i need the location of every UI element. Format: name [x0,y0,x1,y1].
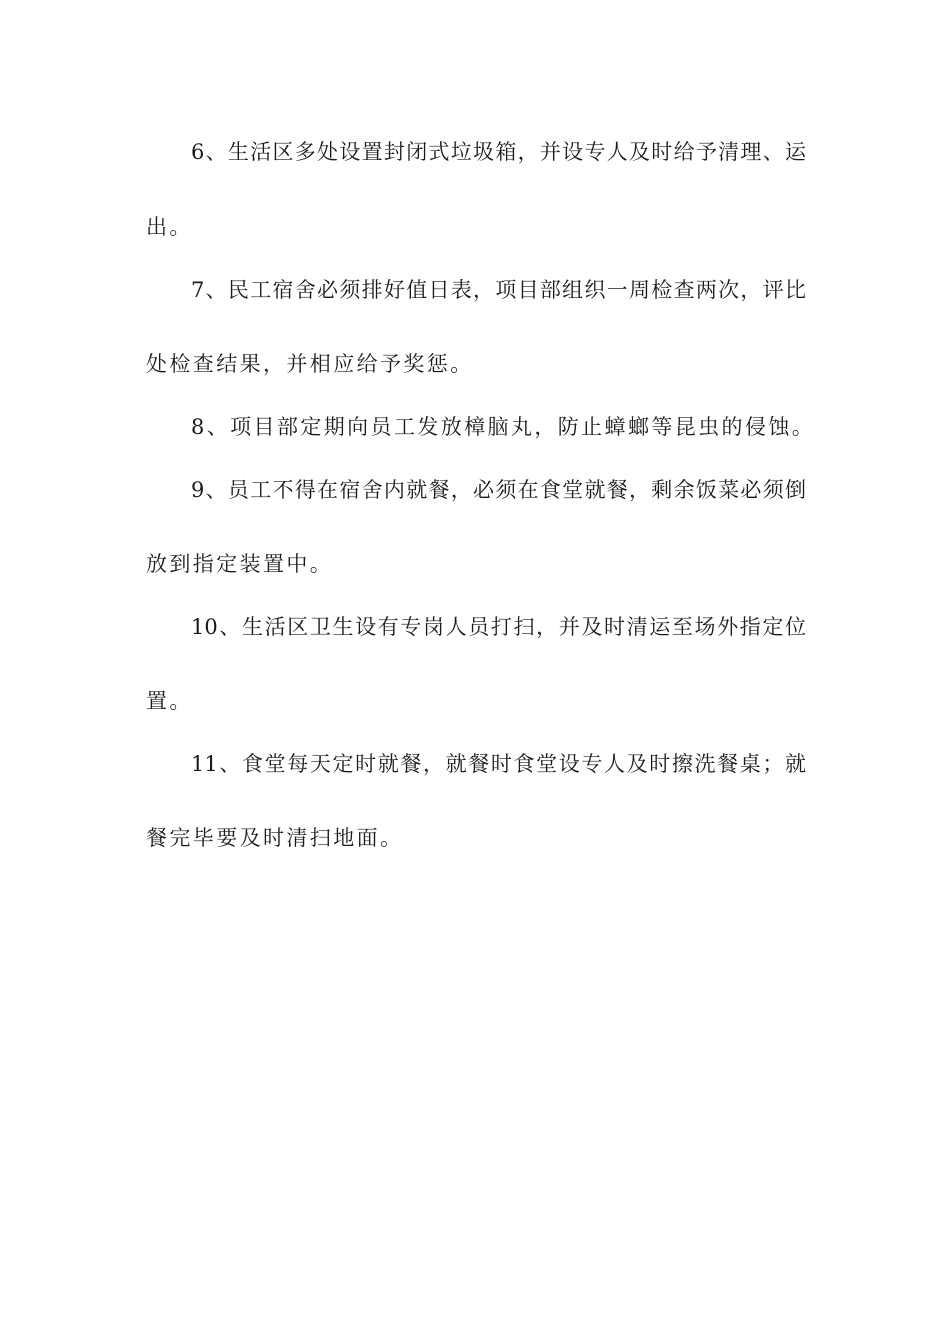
item-8-line-1: 8、项目部定期向员工发放樟脑丸，防止蟑螂等昆虫的侵蚀。 [191,415,816,439]
item-6-line-2: 出。 [146,215,193,239]
item-6-line-1: 6、生活区多处设置封闭式垃圾箱，并设专人及时给予清理、运 [191,140,806,164]
item-11-line-1: 11、食堂每天定时就餐，就餐时食堂设专人及时擦洗餐桌；就 [191,752,806,776]
item-7-line-1: 7、民工宿舍必须排好值日表，项目部组织一周检查两次，评比 [191,278,806,302]
item-10-line-2: 置。 [146,689,193,713]
item-10-line-1: 10、生活区卫生设有专岗人员打扫，并及时清运至场外指定位 [191,615,806,639]
item-9-line-2: 放到指定装置中。 [146,552,334,576]
item-11-line-2: 餐完毕要及时清扫地面。 [146,826,404,850]
item-9-line-1: 9、员工不得在宿舍内就餐，必须在食堂就餐，剩余饭菜必须倒 [191,478,806,502]
item-7-line-2: 处检查结果，并相应给予奖惩。 [146,352,474,376]
